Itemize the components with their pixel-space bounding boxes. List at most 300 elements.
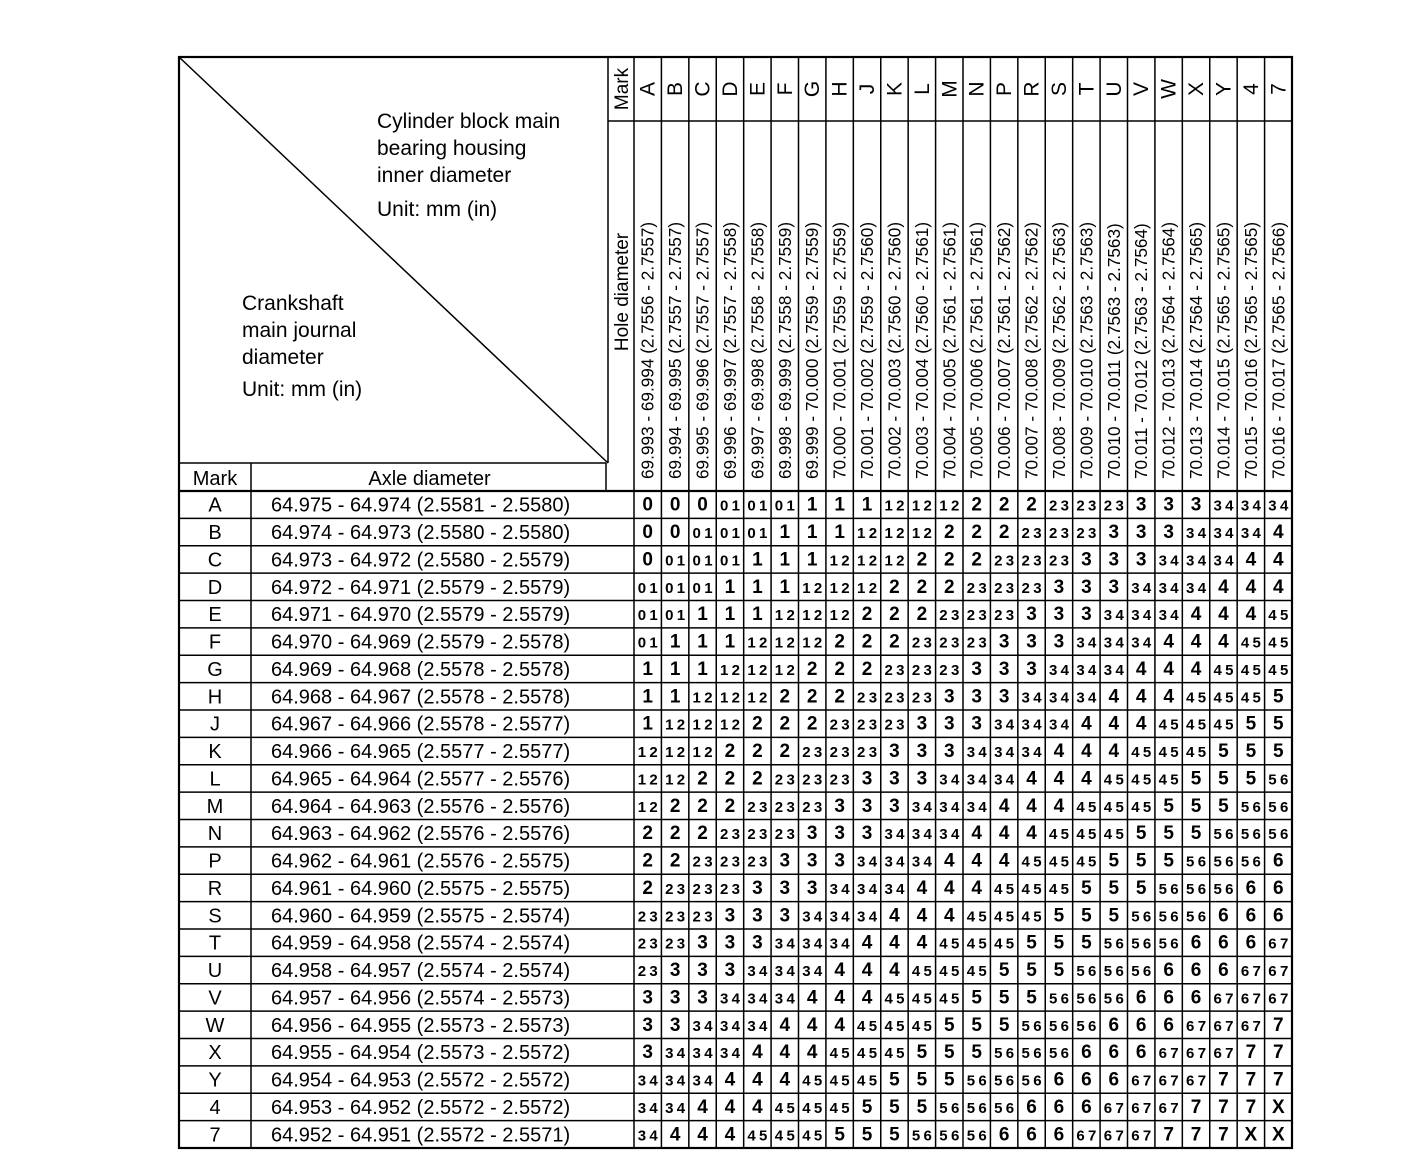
grade-cell: 1 bbox=[669, 631, 681, 653]
grade-cell: 45 bbox=[994, 935, 1015, 953]
grade-cell: 34 bbox=[692, 1017, 713, 1035]
grade-cell: 34 bbox=[966, 744, 987, 762]
grade-cell: 45 bbox=[1103, 771, 1124, 789]
grade-cell: 4 bbox=[1245, 549, 1257, 571]
column-hole-diameter: 69.998 - 69.999 (2.7558 - 2.7559) bbox=[774, 221, 795, 479]
grade-cell: 34 bbox=[719, 990, 740, 1008]
grade-cell: 2 bbox=[779, 713, 791, 735]
grade-cell: 45 bbox=[911, 963, 932, 981]
grade-cell: 45 bbox=[1158, 716, 1179, 734]
grade-cell: 5 bbox=[971, 1042, 982, 1064]
grade-cell: 56 bbox=[1240, 853, 1261, 871]
grade-cell: 56 bbox=[1021, 1017, 1042, 1035]
grade-cell: 45 bbox=[1131, 771, 1152, 789]
grade-cell: 34 bbox=[829, 880, 850, 898]
grade-cell: 4 bbox=[1026, 795, 1037, 817]
grade-cell: 12 bbox=[665, 771, 686, 789]
grade-cell: 2 bbox=[806, 686, 818, 708]
grade-cell: 56 bbox=[1103, 963, 1124, 981]
grade-cell: 12 bbox=[939, 497, 960, 515]
grade-cell: 23 bbox=[1076, 525, 1097, 543]
column-hole-diameter: 69.996 - 69.997 (2.7557 - 2.7558) bbox=[719, 221, 740, 479]
grade-cell: 23 bbox=[665, 880, 686, 898]
grade-cell: 1 bbox=[697, 631, 708, 653]
grade-cell: 3 bbox=[998, 658, 1010, 680]
grade-cell: 1 bbox=[834, 522, 845, 544]
grade-cell: 4 bbox=[944, 877, 955, 899]
grade-cell: 34 bbox=[1131, 579, 1152, 597]
grade-cell: 56 bbox=[1103, 935, 1124, 953]
column-hole-diameter: 70.001 - 70.002 (2.7559 - 2.7560) bbox=[857, 221, 878, 479]
grade-cell: 4 bbox=[834, 1014, 845, 1036]
grade-cell: 67 bbox=[1268, 963, 1289, 981]
grade-cell: 67 bbox=[1158, 1072, 1179, 1090]
grade-cell: 56 bbox=[1268, 771, 1289, 789]
row-mark: U bbox=[207, 960, 223, 983]
grade-cell: 56 bbox=[1186, 853, 1207, 871]
grade-cell: 2 bbox=[834, 631, 845, 653]
grade-cell: 45 bbox=[966, 935, 987, 953]
grade-cell: 34 bbox=[1213, 552, 1234, 570]
grade-cell: 23 bbox=[802, 744, 823, 762]
grade-cell: 67 bbox=[1268, 935, 1289, 953]
grade-cell: 45 bbox=[829, 1072, 850, 1090]
column-mark: G bbox=[801, 80, 825, 98]
grade-cell: 5 bbox=[889, 1069, 900, 1091]
grade-cell: 4 bbox=[1218, 576, 1229, 598]
grade-cell: 2 bbox=[697, 823, 708, 845]
grade-cell: 01 bbox=[692, 579, 713, 597]
grade-cell: 45 bbox=[1213, 689, 1234, 707]
row-mark: Y bbox=[208, 1069, 222, 1092]
grade-cell: 6 bbox=[1081, 1069, 1092, 1091]
grade-cell: 5 bbox=[1053, 932, 1065, 954]
grade-cell: 5 bbox=[1190, 823, 1202, 845]
grade-cell: 7 bbox=[1218, 1096, 1229, 1118]
grade-cell: 23 bbox=[857, 716, 878, 734]
grade-cell: 6 bbox=[1026, 1096, 1037, 1118]
grade-cell: 67 bbox=[1186, 1072, 1207, 1090]
grade-cell: 23 bbox=[994, 552, 1015, 570]
grade-cell: 3 bbox=[944, 713, 955, 735]
grade-cell: 12 bbox=[829, 552, 850, 570]
grade-cell: 4 bbox=[697, 1124, 708, 1146]
grade-cell: 2 bbox=[642, 877, 653, 899]
column-mark: N bbox=[965, 81, 989, 97]
grade-cell: 1 bbox=[642, 658, 653, 680]
grade-cell: 4 bbox=[834, 960, 845, 982]
grade-cell: 2 bbox=[1026, 494, 1037, 516]
grade-cell: 2 bbox=[806, 658, 818, 680]
grade-cell: 4 bbox=[998, 795, 1010, 817]
column-hole-diameter: 69.994 - 69.995 (2.7557 - 2.7557) bbox=[665, 221, 686, 479]
grade-cell: 2 bbox=[697, 795, 708, 817]
grade-cell: 1 bbox=[642, 686, 653, 708]
grade-cell: 45 bbox=[802, 1072, 823, 1090]
row-axle-diameter: 64.972 - 64.971 (2.5579 - 2.5579) bbox=[271, 576, 571, 599]
grade-cell: 34 bbox=[1021, 689, 1042, 707]
grade-cell: 12 bbox=[884, 497, 905, 515]
grade-cell: 3 bbox=[779, 850, 791, 872]
grade-cell: 3 bbox=[834, 795, 845, 817]
grade-cell: 45 bbox=[802, 1099, 823, 1117]
grade-cell: 4 bbox=[752, 1096, 763, 1118]
column-hole-diameter: 70.000 - 70.001 (2.7559 - 2.7559) bbox=[829, 221, 850, 479]
grade-cell: 56 bbox=[911, 1127, 932, 1145]
grade-cell: 3 bbox=[669, 987, 681, 1009]
column-mark: L bbox=[910, 83, 934, 95]
grade-cell: 5 bbox=[834, 1124, 845, 1146]
grade-cell: 3 bbox=[944, 686, 955, 708]
grade-cell: 4 bbox=[1108, 713, 1120, 735]
grade-cell: 7 bbox=[1273, 1014, 1284, 1036]
column-mark: K bbox=[883, 81, 907, 97]
row-mark: T bbox=[208, 932, 222, 955]
row-axle-diameter: 64.968 - 64.967 (2.5578 - 2.5578) bbox=[271, 686, 571, 709]
grade-cell: 45 bbox=[1268, 607, 1289, 625]
grade-cell: 45 bbox=[747, 1127, 768, 1145]
grade-cell: 34 bbox=[637, 1072, 658, 1090]
grade-cell: 12 bbox=[884, 552, 905, 570]
grade-cell: 45 bbox=[1158, 744, 1179, 762]
column-hole-diameter: 69.995 - 69.996 (2.7557 - 2.7557) bbox=[692, 221, 713, 479]
grade-cell: 5 bbox=[861, 1096, 873, 1118]
cylinder-label-line: bearing housing bbox=[377, 137, 527, 160]
grade-cell: 56 bbox=[1158, 880, 1179, 898]
grade-cell: 34 bbox=[1103, 661, 1124, 679]
grade-cell: 6 bbox=[1135, 1014, 1147, 1036]
grade-cell: 2 bbox=[834, 686, 845, 708]
column-mark: X bbox=[1185, 81, 1209, 97]
grade-cell: 23 bbox=[939, 661, 960, 679]
crank-label-line: main journal bbox=[242, 319, 357, 342]
grade-cell: 5 bbox=[1081, 877, 1092, 899]
grade-cell: 3 bbox=[889, 741, 900, 763]
grade-cell: 4 bbox=[971, 877, 982, 899]
grade-cell: 23 bbox=[884, 716, 905, 734]
grade-cell: 4 bbox=[1163, 686, 1174, 708]
grade-cell: 5 bbox=[861, 1124, 873, 1146]
grade-cell: 67 bbox=[1158, 1099, 1179, 1117]
column-hole-diameter: 70.013 - 70.014 (2.7564 - 2.7565) bbox=[1186, 221, 1207, 479]
grade-cell: 4 bbox=[724, 1124, 736, 1146]
grade-cell: 6 bbox=[1273, 877, 1284, 899]
grade-cell: 2 bbox=[916, 576, 928, 598]
grade-cell: 4 bbox=[1053, 768, 1065, 790]
grade-cell: 4 bbox=[1081, 713, 1092, 735]
grade-cell: 4 bbox=[1190, 604, 1202, 626]
grade-cell: 56 bbox=[1240, 826, 1261, 844]
grade-cell: 5 bbox=[1273, 741, 1284, 763]
grade-cell: 5 bbox=[1108, 877, 1120, 899]
row-mark: M bbox=[206, 795, 224, 818]
grade-cell: 12 bbox=[911, 497, 932, 515]
grade-cell: 5 bbox=[1190, 795, 1202, 817]
grade-cell: 67 bbox=[1076, 1127, 1097, 1145]
grade-cell: 45 bbox=[966, 908, 987, 926]
grade-cell: 6 bbox=[1053, 1124, 1065, 1146]
grade-cell: 34 bbox=[1103, 634, 1124, 652]
grade-cell: 1 bbox=[724, 604, 736, 626]
column-hole-diameter: 70.011 - 70.012 (2.7563 - 2.7564) bbox=[1131, 223, 1152, 479]
grade-cell: 45 bbox=[1158, 771, 1179, 789]
grade-cell: 3 bbox=[697, 987, 708, 1009]
row-axle-diameter: 64.955 - 64.954 (2.5573 - 2.5572) bbox=[271, 1042, 571, 1065]
grade-cell: 12 bbox=[829, 607, 850, 625]
grade-cell: 45 bbox=[1076, 826, 1097, 844]
grade-cell: 3 bbox=[834, 823, 845, 845]
grade-cell: 6 bbox=[1245, 877, 1257, 899]
grade-cell: 4 bbox=[1108, 686, 1120, 708]
grade-cell: 3 bbox=[642, 1042, 653, 1064]
row-mark: D bbox=[207, 576, 223, 599]
grade-cell: 56 bbox=[1131, 963, 1152, 981]
row-mark: S bbox=[208, 905, 222, 928]
grade-cell: 4 bbox=[1026, 768, 1037, 790]
row-axle-diameter: 64.971 - 64.970 (2.5579 - 2.5579) bbox=[271, 604, 571, 627]
grade-cell: 23 bbox=[637, 908, 658, 926]
grade-cell: 5 bbox=[1245, 768, 1257, 790]
grade-cell: 01 bbox=[747, 497, 768, 515]
grade-cell: 34 bbox=[1021, 716, 1042, 734]
row-mark: 7 bbox=[209, 1124, 221, 1147]
grade-cell: 2 bbox=[889, 631, 900, 653]
row-axle-diameter: 64.974 - 64.973 (2.5580 - 2.5580) bbox=[271, 522, 571, 545]
grade-cell: 34 bbox=[994, 744, 1015, 762]
grade-cell: 34 bbox=[994, 771, 1015, 789]
column-mark: F bbox=[773, 82, 797, 96]
grade-cell: 23 bbox=[665, 935, 686, 953]
grade-cell: 45 bbox=[1186, 689, 1207, 707]
grade-cell: 67 bbox=[1240, 963, 1261, 981]
grade-cell: 4 bbox=[1135, 686, 1147, 708]
grade-cell: 01 bbox=[692, 552, 713, 570]
grade-cell: 4 bbox=[1190, 658, 1202, 680]
grade-cell: 6 bbox=[1218, 932, 1229, 954]
grade-cell: 56 bbox=[1048, 1045, 1069, 1063]
grade-cell: 34 bbox=[802, 963, 823, 981]
row-axle-diameter: 64.964 - 64.963 (2.5576 - 2.5576) bbox=[271, 795, 571, 818]
column-mark: R bbox=[1020, 81, 1044, 97]
grade-cell: X bbox=[1244, 1124, 1258, 1146]
grade-cell: 56 bbox=[1048, 990, 1069, 1008]
grade-cell: 34 bbox=[719, 1017, 740, 1035]
grade-cell: 12 bbox=[747, 689, 768, 707]
grade-cell: 34 bbox=[692, 1072, 713, 1090]
grade-cell: 45 bbox=[1268, 661, 1289, 679]
grade-cell: 23 bbox=[1103, 497, 1124, 515]
grade-cell: 45 bbox=[939, 935, 960, 953]
grade-cell: 45 bbox=[1213, 716, 1234, 734]
grade-cell: 34 bbox=[1048, 689, 1069, 707]
grade-cell: 4 bbox=[889, 932, 900, 954]
grade-cell: 5 bbox=[1053, 905, 1065, 927]
grade-cell: 23 bbox=[692, 908, 713, 926]
grade-cell: 01 bbox=[692, 525, 713, 543]
grade-cell: 34 bbox=[747, 990, 768, 1008]
grade-cell: 23 bbox=[884, 689, 905, 707]
grade-cell: 45 bbox=[1048, 826, 1069, 844]
grade-cell: 34 bbox=[1076, 689, 1097, 707]
grade-cell: 23 bbox=[829, 744, 850, 762]
grade-cell: 23 bbox=[829, 716, 850, 734]
column-mark: D bbox=[718, 81, 742, 97]
grade-cell: 6 bbox=[1135, 987, 1147, 1009]
grade-cell: 4 bbox=[861, 960, 873, 982]
grade-cell: 4 bbox=[1273, 522, 1284, 544]
row-mark: X bbox=[208, 1042, 222, 1065]
grade-cell: 6 bbox=[1190, 932, 1202, 954]
grade-cell: 23 bbox=[774, 826, 795, 844]
grade-cell: 34 bbox=[911, 826, 932, 844]
grade-cell: 5 bbox=[944, 1069, 955, 1091]
grade-cell: 3 bbox=[642, 1014, 653, 1036]
grade-cell: 34 bbox=[939, 798, 960, 816]
grade-cell: 34 bbox=[939, 771, 960, 789]
row-mark: A bbox=[208, 494, 222, 517]
grade-cell: 3 bbox=[1053, 576, 1065, 598]
column-hole-diameter: 70.015 - 70.016 (2.7565 - 2.7565) bbox=[1240, 221, 1261, 479]
grade-cell: 1 bbox=[779, 522, 791, 544]
grade-cell: 45 bbox=[1048, 853, 1069, 871]
grade-cell: 23 bbox=[939, 607, 960, 625]
grade-cell: 4 bbox=[1163, 631, 1174, 653]
grade-cell: 34 bbox=[1131, 634, 1152, 652]
grade-cell: 2 bbox=[642, 850, 653, 872]
grade-cell: 23 bbox=[802, 798, 823, 816]
row-mark: E bbox=[208, 604, 222, 627]
grade-cell: 5 bbox=[1163, 795, 1174, 817]
row-axle-diameter: 64.953 - 64.952 (2.5572 - 2.5572) bbox=[271, 1096, 571, 1119]
grade-cell: 56 bbox=[1103, 990, 1124, 1008]
grade-cell: 23 bbox=[966, 579, 987, 597]
grade-cell: 23 bbox=[829, 771, 850, 789]
grade-cell: 34 bbox=[911, 798, 932, 816]
grade-cell: 4 bbox=[1273, 576, 1284, 598]
grade-cell: 3 bbox=[1081, 604, 1092, 626]
grade-cell: 45 bbox=[1021, 880, 1042, 898]
grade-cell: 3 bbox=[861, 823, 873, 845]
grade-cell: 34 bbox=[1240, 525, 1261, 543]
grade-cell: 3 bbox=[779, 905, 791, 927]
grade-cell: 4 bbox=[889, 960, 900, 982]
grade-cell: 23 bbox=[774, 798, 795, 816]
column-mark: U bbox=[1102, 81, 1126, 97]
column-mark: 7 bbox=[1267, 83, 1291, 95]
grade-cell: 34 bbox=[1158, 607, 1179, 625]
grade-cell: 5 bbox=[1218, 795, 1229, 817]
grade-cell: 23 bbox=[966, 634, 987, 652]
grade-cell: 34 bbox=[911, 853, 932, 871]
grade-cell: 5 bbox=[916, 1069, 928, 1091]
grade-cell: 56 bbox=[939, 1127, 960, 1145]
grade-cell: 12 bbox=[637, 771, 658, 789]
grade-cell: 2 bbox=[724, 741, 736, 763]
grade-cell: 12 bbox=[774, 607, 795, 625]
grade-cell: 01 bbox=[665, 579, 686, 597]
column-hole-diameter: 69.993 - 69.994 (2.7556 - 2.7557) bbox=[637, 221, 658, 479]
grade-cell: 3 bbox=[1081, 576, 1092, 598]
row-axle-diameter: 64.956 - 64.955 (2.5573 - 2.5573) bbox=[271, 1014, 571, 1037]
grade-cell: 23 bbox=[911, 689, 932, 707]
row-axle-diameter: 64.961 - 64.960 (2.5575 - 2.5575) bbox=[271, 877, 571, 900]
grade-cell: 7 bbox=[1218, 1124, 1229, 1146]
grade-cell: 12 bbox=[802, 579, 823, 597]
grade-cell: 2 bbox=[971, 494, 982, 516]
row-axle-diameter: 64.970 - 64.969 (2.5579 - 2.5578) bbox=[271, 631, 571, 654]
grade-cell: 1 bbox=[669, 686, 681, 708]
grade-cell: 45 bbox=[1131, 744, 1152, 762]
grade-cell: 34 bbox=[1103, 607, 1124, 625]
grade-cell: 0 bbox=[669, 522, 681, 544]
grade-cell: 23 bbox=[1021, 552, 1042, 570]
grade-cell: 4 bbox=[998, 850, 1010, 872]
grade-cell: 12 bbox=[692, 689, 713, 707]
grade-cell: 34 bbox=[857, 880, 878, 898]
row-axle-diameter: 64.965 - 64.964 (2.5577 - 2.5576) bbox=[271, 768, 571, 791]
grade-cell: 2 bbox=[889, 604, 900, 626]
grade-cell: 5 bbox=[998, 960, 1010, 982]
row-mark: W bbox=[205, 1014, 225, 1037]
grade-cell: 1 bbox=[806, 522, 818, 544]
grade-cell: 34 bbox=[802, 935, 823, 953]
grade-cell: 34 bbox=[829, 908, 850, 926]
grade-cell: 56 bbox=[1213, 826, 1234, 844]
grade-cell: 67 bbox=[1103, 1099, 1124, 1117]
grade-cell: 12 bbox=[911, 525, 932, 543]
grade-cell: 34 bbox=[747, 963, 768, 981]
grade-cell: 34 bbox=[884, 880, 905, 898]
grade-cell: 23 bbox=[911, 634, 932, 652]
grade-cell: 34 bbox=[747, 1017, 768, 1035]
grade-cell: 4 bbox=[806, 1042, 818, 1064]
grade-cell: 3 bbox=[1108, 576, 1120, 598]
column-hole-diameter: 69.997 - 69.998 (2.7558 - 2.7558) bbox=[747, 221, 768, 479]
grade-cell: 45 bbox=[829, 1045, 850, 1063]
grade-cell: 01 bbox=[747, 525, 768, 543]
grade-cell: 7 bbox=[1273, 1042, 1284, 1064]
grade-cell: 12 bbox=[774, 634, 795, 652]
row-mark: K bbox=[208, 741, 222, 764]
grade-cell: 4 bbox=[1245, 604, 1257, 626]
grade-cell: 5 bbox=[998, 1014, 1010, 1036]
grade-cell: 12 bbox=[829, 579, 850, 597]
column-hole-diameter: 70.005 - 70.006 (2.7561 - 2.7561) bbox=[966, 221, 987, 479]
crank-label-line: Crankshaft bbox=[242, 292, 344, 315]
grade-cell: 23 bbox=[692, 853, 713, 871]
grade-cell: 45 bbox=[884, 990, 905, 1008]
row-axle-diameter: 64.958 - 64.957 (2.5574 - 2.5574) bbox=[271, 960, 571, 983]
grade-cell: 45 bbox=[1186, 744, 1207, 762]
grade-cell: 56 bbox=[1076, 963, 1097, 981]
grade-cell: 5 bbox=[944, 1014, 955, 1036]
grade-cell: 1 bbox=[834, 494, 845, 516]
grade-cell: 4 bbox=[779, 1042, 791, 1064]
grade-cell: 4 bbox=[1108, 741, 1120, 763]
grade-cell: 56 bbox=[1076, 990, 1097, 1008]
grade-cell: 34 bbox=[857, 853, 878, 871]
grade-cell: 34 bbox=[1158, 552, 1179, 570]
grade-cell: 01 bbox=[665, 607, 686, 625]
grade-cell: 2 bbox=[861, 631, 873, 653]
grade-cell: 4 bbox=[944, 850, 955, 872]
grade-cell: 5 bbox=[916, 1096, 928, 1118]
grade-cell: 5 bbox=[1190, 768, 1202, 790]
column-hole-diameter: 70.010 - 70.011 (2.7563 - 2.7563) bbox=[1103, 223, 1124, 479]
row-axle-diameter: 64.957 - 64.956 (2.5574 - 2.5573) bbox=[271, 987, 571, 1010]
crank-unit: Unit: mm (in) bbox=[242, 378, 363, 401]
grade-cell: 5 bbox=[1245, 713, 1257, 735]
